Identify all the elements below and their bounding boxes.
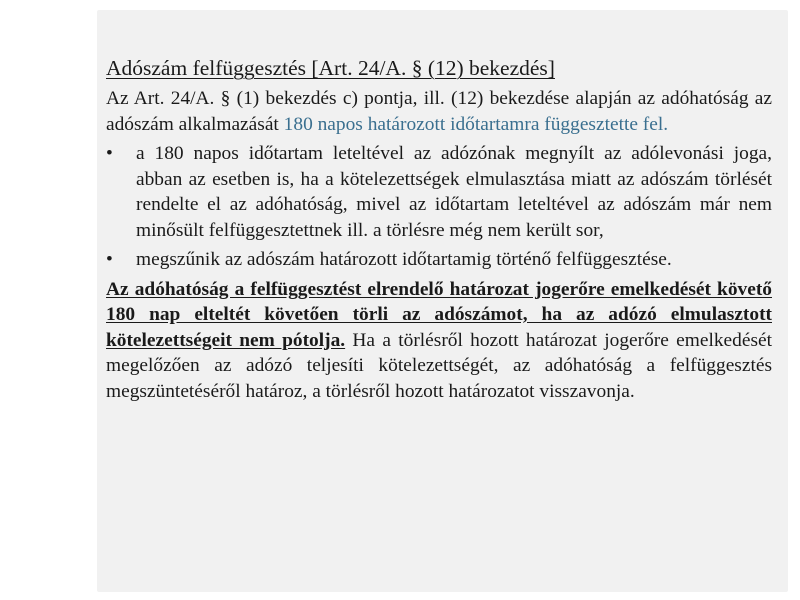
left-margin bbox=[0, 0, 97, 600]
slide-content bbox=[106, 55, 772, 404]
list-item bbox=[106, 247, 772, 273]
bullet-icon: • bbox=[106, 249, 113, 270]
list-item bbox=[106, 141, 772, 243]
list-item-text: megszűnik az adószám határozott időtartamig történő felfüggesztése. bbox=[136, 249, 672, 270]
final-text: Ha a törlésről hozott határozat jogerőre emelkedését megelőzően az adózó teljesíti kötelezettségét, az adóhatóság a felfüggesztés megszüntetéséről határoz, a törlésről hozott határozatot visszavonja. bbox=[106, 329, 772, 402]
final-paragraph bbox=[106, 277, 772, 405]
intro-paragraph bbox=[106, 86, 772, 137]
bullet-icon: • bbox=[106, 143, 113, 164]
list-item-text: a 180 napos időtartam leteltével az adózónak megnyílt az adólevonási joga, abban az esetben is, ha a kötelezettségek elmulasztása miatt az adószám törlését rendelte el az adóhatóság, mivel az időtartam leteltével az adószám már nem minősült felfüggesztettnek ill. a törlésre még nem került sor, bbox=[136, 143, 772, 241]
slide-title: Adószám felfüggesztés [Art. 24/A. § (12) bekezdés] bbox=[106, 56, 555, 80]
intro-highlight: 180 napos határozott időtartamra függesztette fel. bbox=[283, 113, 669, 135]
bullet-list bbox=[106, 141, 772, 273]
final-underlined-text: Az adóhatóság a felfüggesztést elrendelő határozat jogerőre emelkedését követő 180 nap elteltét követően törli az adószámot, ha az adózó elmulasztott kötelezettségeit nem pótolja. bbox=[106, 278, 772, 351]
intro-text: Az Art. 24/A. § (1) bekezdés c) pontja, ill. (12) bekezdése alapján az adóhatóság az adószám alkalmazását bbox=[106, 88, 772, 135]
